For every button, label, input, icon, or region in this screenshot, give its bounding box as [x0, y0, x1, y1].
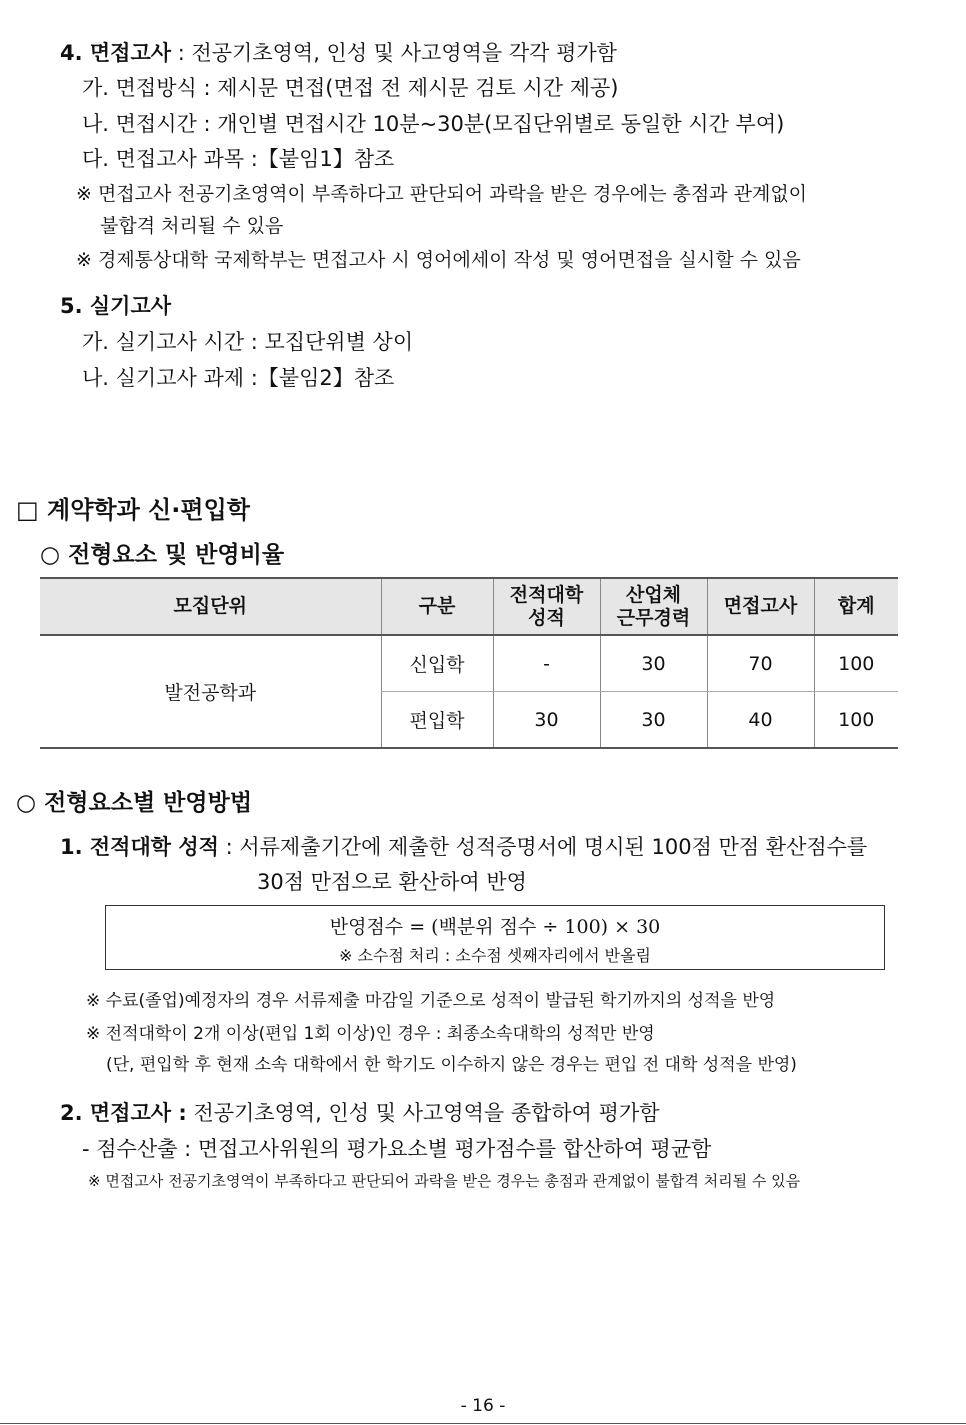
sec5-title: 5. 실기고사 — [60, 294, 172, 318]
cell-type: 신입학 — [381, 635, 493, 692]
cell-grade: - — [493, 635, 600, 692]
cell-type: 편입학 — [381, 692, 493, 749]
sec4-item-c: 다. 면접고사 과목 :【붙임1】참조 — [82, 147, 395, 171]
header-unit: 모집단위 — [40, 578, 381, 635]
sec5-item-b: 나. 실기고사 과제 :【붙임2】참조 — [82, 366, 395, 390]
cell-total: 100 — [814, 635, 898, 692]
sec4-note2: ※ 경제통상대학 국제학부는 면접고사 시 영어에세이 작성 및 영어면접을 실시할 수 있음 — [76, 249, 801, 271]
cell-interview: 40 — [707, 692, 814, 749]
item1-note2: ※ 전적대학이 2개 이상(편입 1회 이상)인 경우 : 최종소속대학의 성적만 반영 — [86, 1024, 655, 1044]
item1-title: 1. 전적대학 성적 — [60, 835, 219, 859]
item2-score: - 점수산출 : 면접고사위원의 평가요소별 평가점수를 합산하여 평균함 — [82, 1137, 712, 1161]
header-total: 합계 — [814, 578, 898, 635]
sec4-title-rest: : 전공기초영역, 인성 및 사고영역을 각각 평가함 — [171, 41, 617, 65]
page-number: - 16 - — [460, 1396, 506, 1416]
item2-text: 전공기초영역, 인성 및 사고영역을 종합하여 평가함 — [186, 1101, 660, 1125]
formula-text: 반영점수 = (백분위 점수 ÷ 100) × 30 — [329, 916, 661, 938]
cell-grade: 30 — [493, 692, 600, 749]
header-interview: 면접고사 — [707, 578, 814, 635]
sec4-item-b: 나. 면접시간 : 개인별 면접시간 10분~30분(모집단위별로 동일한 시간 부여) — [82, 112, 785, 136]
selection-ratio-table — [40, 577, 898, 749]
sec5-item-a: 가. 실기고사 시간 : 모집단위별 상이 — [82, 330, 414, 354]
item2-line — [60, 1097, 660, 1127]
item1-text-line1: : 서류제출기간에 제출한 성적증명서에 명시된 100점 만점 환산점수를 — [218, 835, 868, 859]
cell-unit-name: 발전공학과 — [40, 635, 381, 748]
item2-note: ※ 면접고사 전공기초영역이 부족하다고 판단되어 과락을 받은 경우는 총점과 관계없이 불합격 처리될 수 있음 — [88, 1172, 801, 1190]
sec4-title-line — [60, 37, 617, 67]
header-career: 산업체 근무경력 — [600, 578, 707, 635]
cell-total: 100 — [814, 692, 898, 749]
cell-interview: 70 — [707, 635, 814, 692]
sec4-title: 4. 면접고사 — [60, 41, 172, 65]
table-header-row — [40, 578, 898, 635]
item2-title: 2. 면접고사 : — [60, 1101, 187, 1125]
selection-ratio-heading: ○ 전형요소 및 반영비율 — [40, 542, 285, 568]
item1-note3: (단, 편입학 후 현재 소속 대학에서 한 학기도 이수하지 않은 경우는 편입 전 대학 성적을 반영) — [106, 1055, 797, 1075]
header-type: 구분 — [381, 578, 493, 635]
footer-divider — [0, 1423, 966, 1424]
sec4-note1-line1: ※ 면접고사 전공기초영역이 부족하다고 판단되어 과락을 받은 경우에는 총점과 관계없이 — [76, 183, 808, 205]
sec4-note1-line2: 불합격 처리될 수 있음 — [100, 215, 284, 237]
method-heading: ○ 전형요소별 반영방법 — [16, 790, 253, 816]
item1-note1: ※ 수료(졸업)예정자의 경우 서류제출 마감일 기준으로 성적이 발급된 학기까지의 성적을 반영 — [86, 991, 776, 1011]
sec4-item-a: 가. 면접방식 : 제시문 면접(면접 전 제시문 검토 시간 제공) — [82, 76, 619, 100]
formula-note: ※ 소수점 처리 : 소수점 셋째자리에서 반올림 — [338, 946, 652, 965]
header-grade: 전적대학 성적 — [493, 578, 600, 635]
formula-box — [105, 905, 885, 970]
item1-text-line2: 30점 만점으로 환산하여 반영 — [257, 870, 527, 894]
cell-career: 30 — [600, 635, 707, 692]
item1-line1 — [60, 831, 867, 861]
table-row — [40, 635, 898, 692]
cell-career: 30 — [600, 692, 707, 749]
contract-heading: □ 계약학과 신·편입학 — [16, 496, 250, 524]
